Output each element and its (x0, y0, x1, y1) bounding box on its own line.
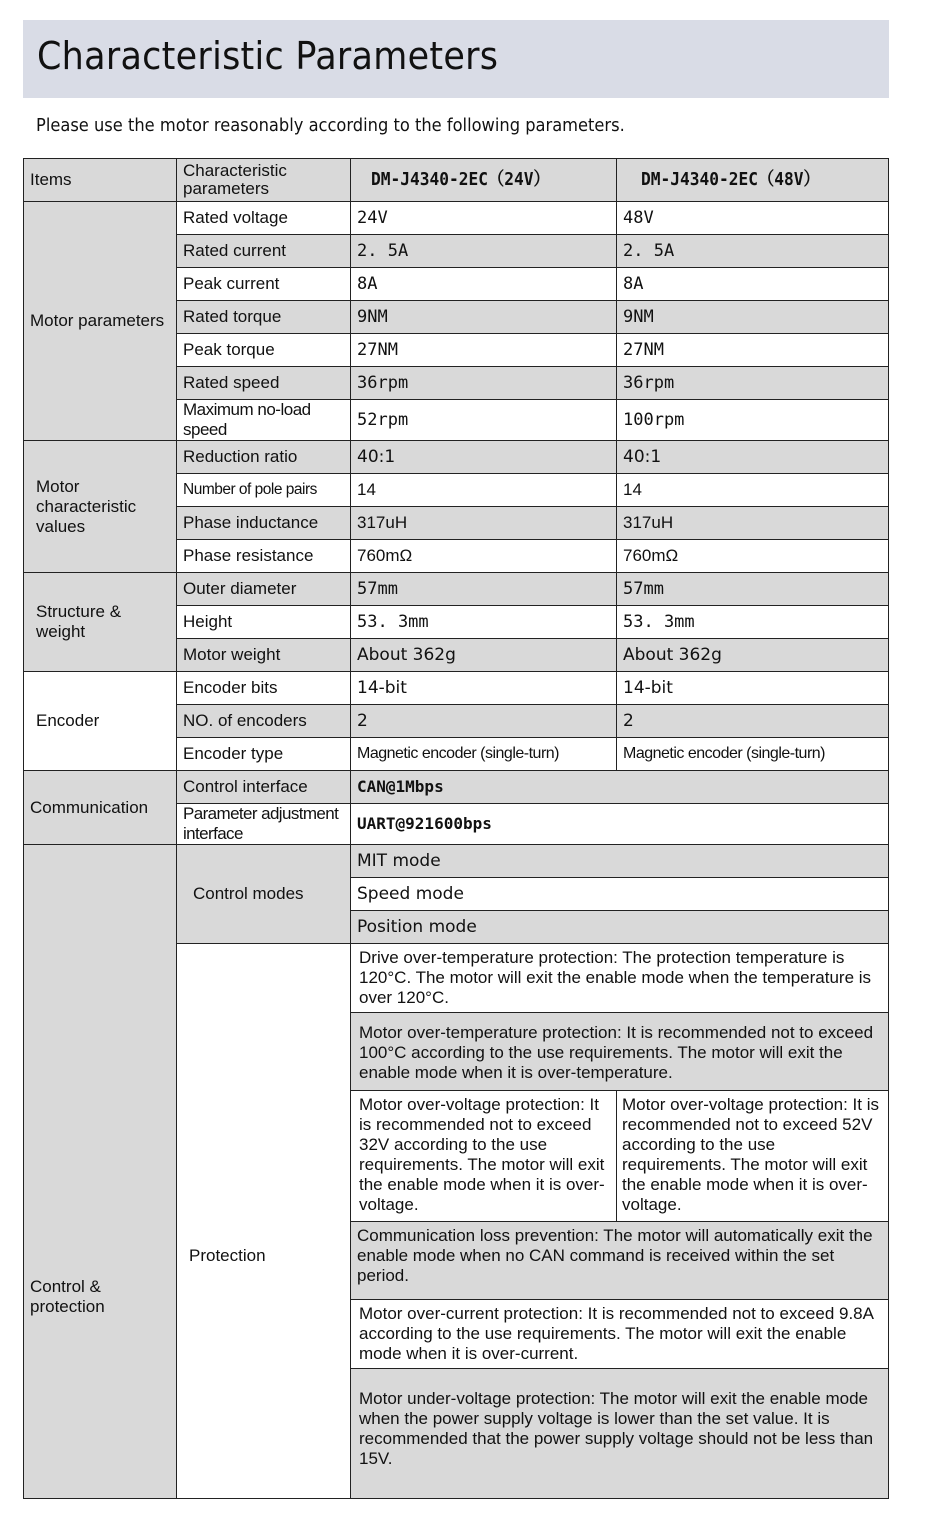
model-24v-label: DM-J4340-2EC（24V） (371, 169, 550, 190)
page-title: Characteristic Parameters (37, 34, 499, 78)
protection-over-voltage-48v: Motor over-voltage protection: It is recommended not to exceed 52V according to the use requirements. The motor will exit the enable mode when it is over-voltage. (617, 1091, 889, 1222)
param-label: Control interface (177, 771, 351, 804)
param-label: Height (177, 606, 351, 639)
group-communication: Communication (24, 771, 177, 845)
mode-item: Position mode (351, 911, 889, 944)
value-48v: 57mm (617, 573, 889, 606)
value-24v: 317uH (351, 507, 617, 540)
table-row (24, 202, 889, 235)
value-24v: 52rpm (351, 400, 617, 441)
mode-item: MIT mode (351, 845, 889, 878)
param-label: Phase inductance (177, 507, 351, 540)
value-48v: 14-bit (617, 672, 889, 705)
mode-item: Speed mode (351, 878, 889, 911)
value-24v: 53. 3mm (351, 606, 617, 639)
value-48v: 53. 3mm (617, 606, 889, 639)
header-model-24v (351, 159, 617, 202)
value-48v: 48V (617, 202, 889, 235)
value-24v: 2 (351, 705, 617, 738)
group-motor-characteristic: Motor characteristic values (24, 441, 177, 573)
param-label: Phase resistance (177, 540, 351, 573)
protection-over-voltage-24v: Motor over-voltage protection: It is recommended not to exceed 32V according to the use requirements. The motor will exit the enable mode when it is over-voltage. (351, 1091, 617, 1222)
header-row (24, 159, 889, 202)
table-row (24, 845, 889, 878)
group-control-protection: Control & protection (24, 845, 177, 1499)
param-label: Number of pole pairs (177, 474, 351, 507)
value-48v: 760mΩ (617, 540, 889, 573)
param-label: Reduction ratio (177, 441, 351, 474)
value-shared: UART@921600bps (351, 804, 889, 845)
value-24v: 27NM (351, 334, 617, 367)
control-modes-label: Control modes (177, 845, 351, 944)
group-motor-parameters: Motor parameters (24, 202, 177, 441)
value-48v: Magnetic encoder (single-turn) (617, 738, 889, 771)
spec-table (23, 158, 889, 1499)
value-24v: 14-bit (351, 672, 617, 705)
value-24v: 14 (351, 474, 617, 507)
value-48v: 100rpm (617, 400, 889, 441)
param-label: Rated speed (177, 367, 351, 400)
value-shared: CAN@1Mbps (351, 771, 889, 804)
value-24v: 57mm (351, 573, 617, 606)
group-structure-weight: Structure & weight (24, 573, 177, 672)
protection-comm-loss: Communication loss prevention: The motor will automatically exit the enable mode when no CAN command is received within the set period. (351, 1222, 889, 1300)
value-24v: 8A (351, 268, 617, 301)
param-label: Peak torque (177, 334, 351, 367)
value-24v: About 362g (351, 639, 617, 672)
value-24v: Magnetic encoder (single-turn) (351, 738, 617, 771)
param-label: Encoder type (177, 738, 351, 771)
value-24v: 2. 5A (351, 235, 617, 268)
param-label: Rated current (177, 235, 351, 268)
table-row (24, 771, 889, 804)
header-model-48v (617, 159, 889, 202)
param-label: Peak current (177, 268, 351, 301)
group-encoder: Encoder (24, 672, 177, 771)
table-row (24, 441, 889, 474)
protection-over-current: Motor over-current protection: It is recommended not to exceed 9.8A according to the use requirements. The motor will exit the enable mode when it is over-current. (351, 1300, 889, 1369)
param-label: Outer diameter (177, 573, 351, 606)
value-48v: 2 (617, 705, 889, 738)
header-items: Items (24, 159, 177, 202)
value-48v: 40:1 (617, 441, 889, 474)
title-banner (23, 20, 889, 98)
param-label: Parameter adjustment interface (177, 804, 351, 845)
value-48v: 317uH (617, 507, 889, 540)
value-48v: 14 (617, 474, 889, 507)
header-characteristic: Characteristic parameters (177, 159, 351, 202)
value-48v: About 362g (617, 639, 889, 672)
value-24v: 24V (351, 202, 617, 235)
param-label: Motor weight (177, 639, 351, 672)
value-24v: 9NM (351, 301, 617, 334)
param-label: Encoder bits (177, 672, 351, 705)
table-row (24, 573, 889, 606)
table-row (24, 672, 889, 705)
value-48v: 36rpm (617, 367, 889, 400)
value-48v: 9NM (617, 301, 889, 334)
protection-motor-over-temp: Motor over-temperature protection: It is recommended not to exceed 100°C according to the use requirements. The motor will exit the enable mode when it is over-temperature. (351, 1013, 889, 1091)
intro-text: Please use the motor reasonably according to the following parameters. (36, 116, 625, 136)
param-label: Maximum no-load speed (177, 400, 351, 441)
protection-label: Protection (177, 944, 351, 1499)
param-label: NO. of encoders (177, 705, 351, 738)
value-48v: 8A (617, 268, 889, 301)
value-48v: 2. 5A (617, 235, 889, 268)
protection-drive-over-temp: Drive over-temperature protection: The protection temperature is 120°C. The motor will exit the enable mode when the temperature is over 120°C. (351, 944, 889, 1013)
model-48v-label: DM-J4340-2EC（48V） (641, 169, 820, 190)
protection-under-voltage: Motor under-voltage protection: The motor will exit the enable mode when the power supply voltage is lower than the set value. It is recommended that the power supply voltage should not be less than 15V. (351, 1369, 889, 1499)
param-label: Rated voltage (177, 202, 351, 235)
value-24v: 36rpm (351, 367, 617, 400)
value-24v: 760mΩ (351, 540, 617, 573)
value-24v: 40:1 (351, 441, 617, 474)
param-label: Rated torque (177, 301, 351, 334)
value-48v: 27NM (617, 334, 889, 367)
